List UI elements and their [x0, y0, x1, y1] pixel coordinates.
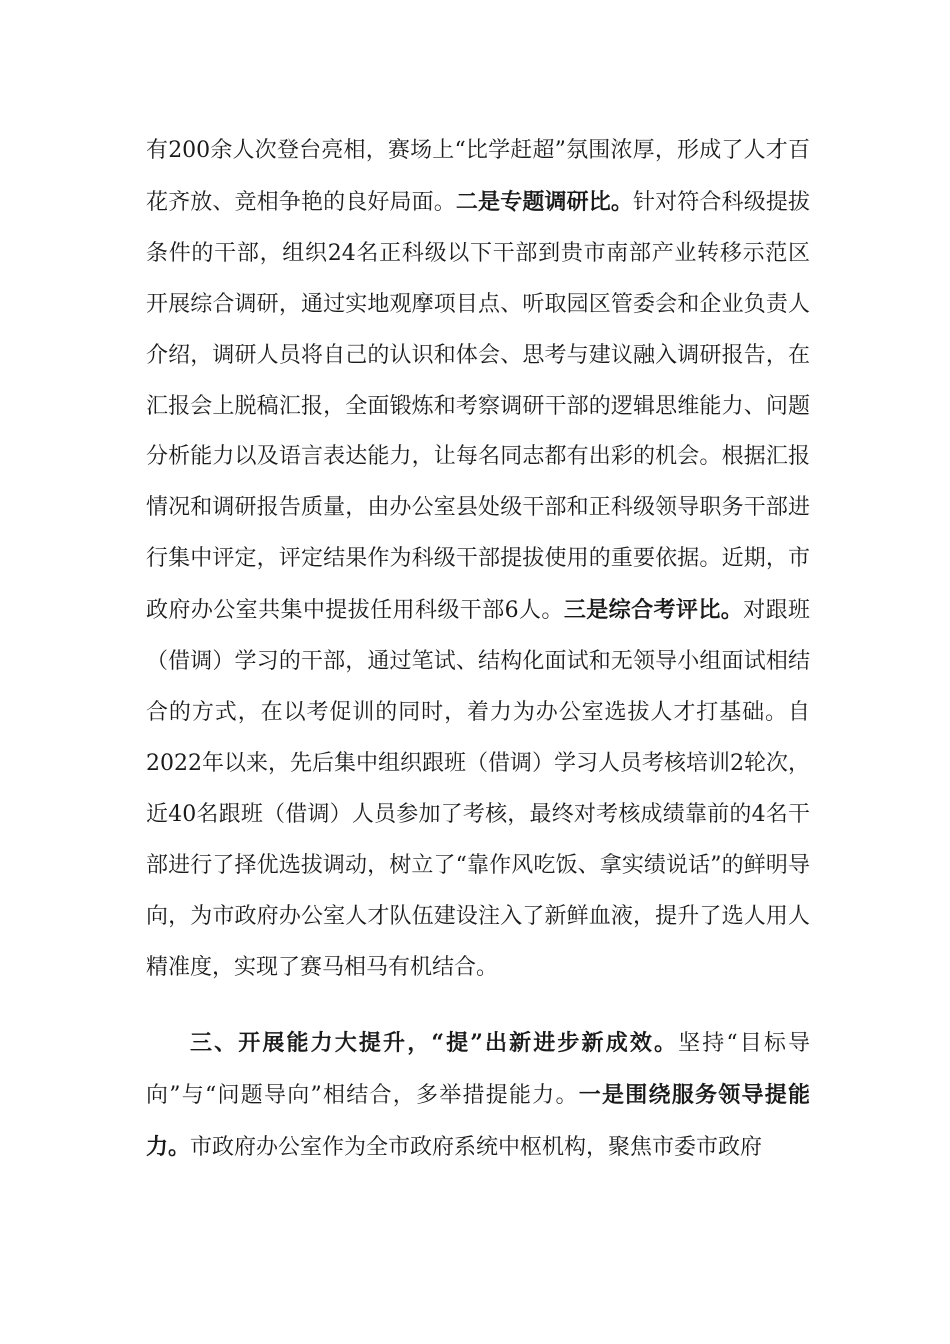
paragraph-text: 对跟班（借调）学习的干部，通过笔试、结构化面试和无领导小组面试相结合的方式，在以考促训的同时，着力为办公室选拔人才打基础。自2022年以来，先后集中组织跟班（借调）学习人员考核培训2轮次，近40名跟班（借调）人员参加了考核，最终对考核成绩靠前的4名干部进行了择优选拔调动，树立了“靠作风吃饭、拿实绩说话”的鲜明导向，为市政府办公室人才队伍建设注入了新鲜血液，提升了选人用人精准度，实现了赛马相马有机结合。 — [146, 598, 810, 980]
section-heading: 三、开展能力大提升，“提”出新进步新成效。 — [190, 1030, 679, 1057]
paragraph-text: 市政府办公室作为全市政府系统中枢机构，聚焦市委市政府 — [190, 1135, 763, 1161]
paragraph-text: 有200余人次登台亮相，赛场上“比学赶超”氛围浓厚，形成了人才百花齐放、竞相争艳的良好局面。 — [146, 138, 810, 215]
document-page — [146, 126, 810, 1174]
bold-heading-inline: 二是专题调研比。 — [455, 188, 634, 215]
paragraph-text: 针对符合科级提拔条件的干部，组织24名正科级以下干部到贵市南部产业转移示范区开展综合调研，通过实地观摩项目点、听取园区管委会和企业负责人介绍，调研人员将自己的认识和体会、思考与建议融入调研报告，在汇报会上脱稿汇报，全面锻炼和考察调研干部的逻辑思维能力、问题分析能力以及语言表达能力，让每名同志都有出彩的机会。根据汇报情况和调研报告质量，由办公室县处级干部和正科级领导职务干部进行集中评定，评定结果作为科级干部提拔使用的重要依据。近期，市政府办公室共集中提拔任用科级干部6人。 — [146, 189, 810, 624]
bold-heading-inline: 三是综合考评比。 — [563, 597, 744, 624]
bold-heading-inline: 一是围绕服务领导提能力。 — [146, 1082, 810, 1161]
body-paragraph — [146, 1018, 810, 1174]
paragraph-text: 坚持“目标导向”与“问题导向”相结合，多举措提能力。 — [146, 1031, 811, 1109]
body-paragraph — [146, 126, 810, 993]
